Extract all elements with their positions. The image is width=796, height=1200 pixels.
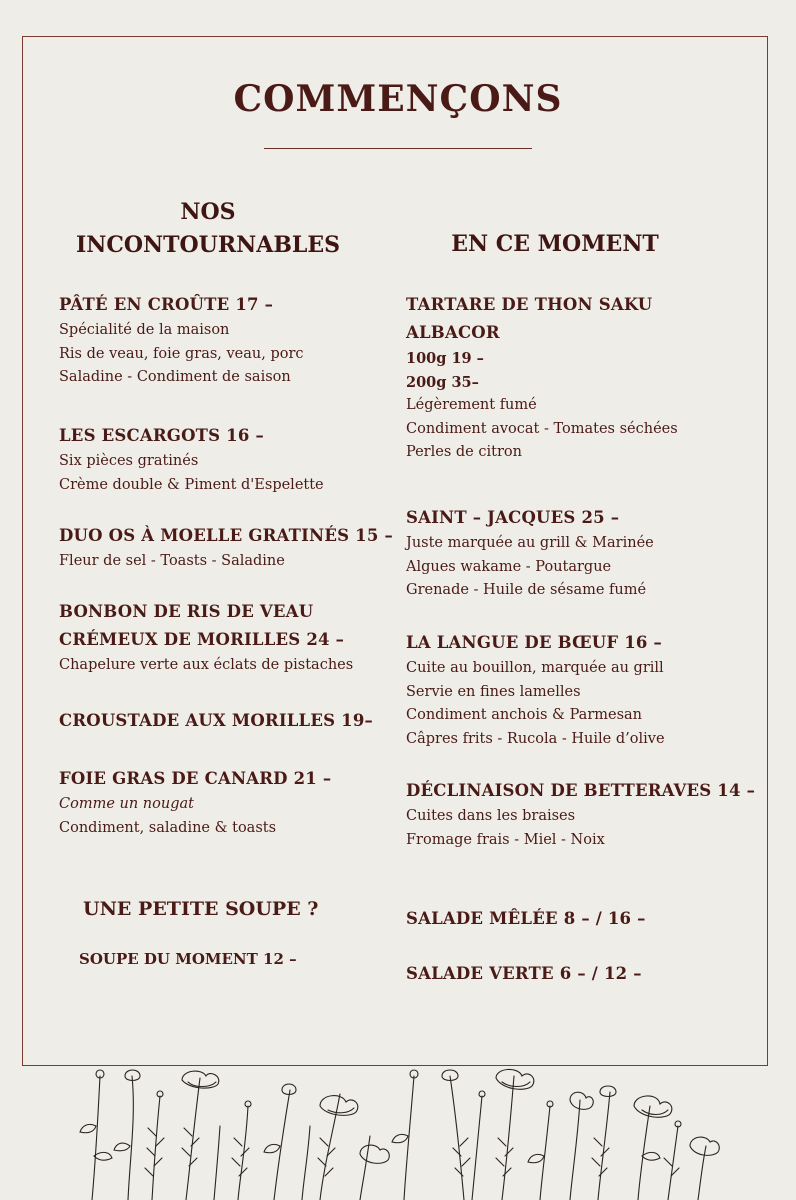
item-name: TARTARE DE THON SAKU bbox=[406, 295, 653, 314]
item-name: SALADE VERTE 6 – / 12 – bbox=[406, 964, 642, 983]
item-tagline: Comme un nougat bbox=[59, 796, 194, 812]
menu-item-foie-gras bbox=[59, 765, 409, 840]
right-column-heading: EN CE MOMENT bbox=[451, 231, 659, 257]
menu-item-bonbon-ris-de-veau bbox=[59, 598, 409, 678]
item-name: CROUSTADE AUX MORILLES 19– bbox=[59, 711, 373, 730]
item-name: PÂTÉ EN CROÛTE 17 – bbox=[59, 295, 274, 314]
item-description: Juste marquée au grill & Marinée bbox=[406, 535, 654, 551]
item-name: BONBON DE RIS DE VEAU bbox=[59, 602, 314, 621]
menu-item-soupe: SOUPE DU MOMENT 12 – bbox=[79, 950, 297, 968]
item-name: SAINT – JACQUES 25 – bbox=[406, 508, 620, 527]
title-divider bbox=[264, 148, 532, 149]
item-description: Condiment anchois & Parmesan bbox=[406, 707, 643, 723]
item-name: SALADE MÊLÉE 8 – / 16 – bbox=[406, 909, 646, 928]
item-description: Condiment avocat - Tomates séchées bbox=[406, 420, 678, 437]
item-name: DUO OS À MOELLE GRATINÉS 15 – bbox=[59, 526, 393, 545]
item-description: Légèrement fumé bbox=[406, 397, 537, 413]
item-description: Fleur de sel - Toasts - Saladine bbox=[59, 553, 285, 569]
menu-item-pate-en-croute bbox=[59, 291, 409, 390]
left-column-heading bbox=[58, 196, 358, 262]
item-name: CRÉMEUX DE MORILLES 24 – bbox=[59, 630, 345, 649]
page-title: COMMENÇONS bbox=[233, 78, 563, 120]
item-description: Fromage frais - Miel - Noix bbox=[406, 831, 605, 848]
soup-heading: UNE PETITE SOUPE ? bbox=[83, 898, 319, 920]
wildflowers-illustration-icon bbox=[70, 1066, 730, 1200]
menu-item-salade-melee bbox=[406, 905, 756, 933]
menu-item-betteraves bbox=[406, 777, 766, 852]
menu-item-escargots bbox=[59, 422, 409, 497]
left-heading-line-2: INCONTOURNABLES bbox=[75, 232, 341, 258]
item-description: Crème double & Piment d'Espelette bbox=[59, 476, 324, 493]
item-description: Algues wakame - Poutargue bbox=[406, 558, 612, 575]
item-description: Saladine - Condiment de saison bbox=[59, 369, 291, 385]
item-description: Cuite au bouillon, marquée au grill bbox=[406, 660, 664, 676]
menu-item-croustade bbox=[59, 707, 409, 735]
item-name: ALBACOR bbox=[406, 323, 500, 342]
item-description: Six pièces gratinés bbox=[59, 453, 199, 469]
menu-item-salade-verte bbox=[406, 960, 756, 988]
item-description: Servie en fines lamelles bbox=[406, 683, 581, 700]
item-description: Perles de citron bbox=[406, 444, 522, 460]
item-description: Câpres frits - Rucola - Huile d’olive bbox=[406, 730, 665, 747]
menu-item-tartare-thon bbox=[406, 291, 756, 465]
item-price: 100g 19 – bbox=[406, 350, 484, 367]
item-price: 200g 35– bbox=[406, 373, 479, 391]
item-description: Condiment, saladine & toasts bbox=[59, 819, 277, 836]
item-name: DÉCLINAISON DE BETTERAVES 14 – bbox=[406, 781, 756, 800]
item-description: Spécialité de la maison bbox=[59, 322, 230, 338]
menu-item-langue-de-boeuf bbox=[406, 629, 756, 751]
item-description: Grenade - Huile de sésame fumé bbox=[406, 582, 647, 598]
menu-item-os-a-moelle bbox=[59, 522, 409, 574]
item-name: LA LANGUE DE BŒUF 16 – bbox=[406, 633, 662, 652]
item-name: LES ESCARGOTS 16 – bbox=[59, 426, 264, 445]
item-description: Chapelure verte aux éclats de pistaches bbox=[59, 657, 354, 673]
menu-item-saint-jacques bbox=[406, 504, 756, 603]
item-name: FOIE GRAS DE CANARD 21 – bbox=[59, 769, 332, 788]
item-description: Ris de veau, foie gras, veau, porc bbox=[59, 345, 304, 362]
item-description: Cuites dans les braises bbox=[406, 808, 576, 824]
left-heading-line-1: NOS bbox=[180, 199, 236, 225]
